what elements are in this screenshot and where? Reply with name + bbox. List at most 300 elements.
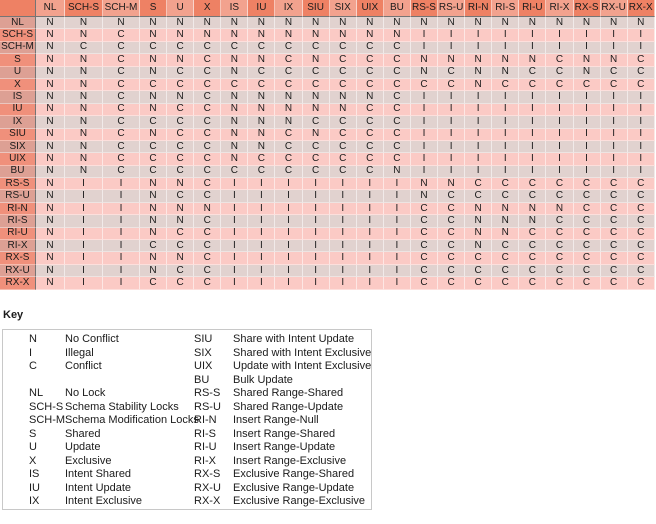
matrix-col-header: X (194, 0, 221, 17)
matrix-cell: C (303, 116, 330, 128)
matrix-cell: I (519, 91, 546, 103)
matrix-cell: N (248, 141, 275, 153)
matrix-cell: I (628, 29, 655, 41)
matrix-cell: N (65, 129, 103, 141)
matrix-cell: I (465, 129, 492, 141)
matrix-cell: I (330, 240, 357, 252)
key-abbr: U (29, 441, 37, 453)
matrix-cell: C (411, 215, 438, 227)
matrix-cell: I (601, 104, 628, 116)
matrix-cell: N (221, 153, 248, 165)
matrix-cell: C (438, 252, 465, 264)
matrix-row-header: S (0, 54, 36, 66)
matrix-cell: I (275, 203, 302, 215)
matrix-cell: N (330, 29, 357, 41)
matrix-cell: I (103, 190, 140, 202)
matrix-cell: I (248, 203, 275, 215)
key-abbr: RX-X (194, 495, 221, 507)
matrix-cell: C (492, 178, 519, 190)
matrix-cell: C (492, 252, 519, 264)
matrix-cell: I (492, 141, 519, 153)
matrix-cell: C (574, 215, 601, 227)
matrix-cell: I (411, 166, 438, 178)
matrix-cell: C (438, 265, 465, 277)
matrix-cell: C (628, 265, 655, 277)
matrix-cell: I (384, 240, 411, 252)
matrix-cell: C (103, 42, 140, 54)
matrix-cell: N (357, 91, 384, 103)
key-desc: Intent Update (65, 481, 132, 494)
matrix-col-header: IX (275, 0, 302, 17)
matrix-row-header: RX-X (0, 277, 36, 289)
matrix-cell: I (601, 129, 628, 141)
matrix-cell: I (65, 228, 103, 240)
matrix-cell: C (275, 166, 302, 178)
matrix-cell: N (275, 116, 302, 128)
matrix-cell: C (330, 42, 357, 54)
key-abbr: X (29, 454, 37, 467)
matrix-cell: I (519, 42, 546, 54)
matrix-col-header: RI-U (519, 0, 546, 17)
matrix-cell: N (221, 29, 248, 41)
matrix-cell: N (36, 265, 65, 277)
matrix-cell: I (248, 277, 275, 289)
matrix-cell: C (465, 178, 492, 190)
matrix-cell: I (275, 252, 302, 264)
matrix-cell: C (384, 67, 411, 79)
matrix-cell: I (357, 203, 384, 215)
key-desc: Shared Range-Update (233, 400, 344, 413)
matrix-cell: C (438, 79, 465, 91)
matrix-cell: N (36, 79, 65, 91)
matrix-cell: C (330, 54, 357, 66)
matrix-cell: I (103, 265, 140, 277)
matrix-cell: I (357, 252, 384, 264)
matrix-cell: I (574, 104, 601, 116)
matrix-cell: I (248, 265, 275, 277)
matrix-cell: N (36, 203, 65, 215)
matrix-cell: C (140, 79, 167, 91)
key-desc: Insert Range-Shared (233, 427, 336, 440)
matrix-cell: I (248, 240, 275, 252)
matrix-row-header: BU (0, 166, 36, 178)
matrix-cell: C (574, 265, 601, 277)
matrix-cell: N (248, 116, 275, 128)
matrix-cell: N (248, 54, 275, 66)
matrix-cell: C (411, 203, 438, 215)
matrix-row-header: NL (0, 17, 36, 29)
matrix-cell: N (167, 29, 194, 41)
matrix-cell: I (546, 129, 573, 141)
matrix-cell: I (546, 29, 573, 41)
matrix-cell: C (167, 228, 194, 240)
matrix-cell: N (65, 104, 103, 116)
matrix-cell: C (574, 203, 601, 215)
matrix-cell: C (384, 116, 411, 128)
matrix-cell: I (492, 153, 519, 165)
matrix-cell: I (65, 190, 103, 202)
matrix-cell: N (36, 240, 65, 252)
matrix-cell: N (36, 104, 65, 116)
matrix-cell: N (36, 178, 65, 190)
key-row (3, 468, 371, 482)
matrix-cell: I (384, 228, 411, 240)
matrix-cell: C (103, 54, 140, 66)
matrix-cell: C (384, 91, 411, 103)
key-abbr: N (29, 333, 37, 345)
matrix-cell: C (601, 277, 628, 289)
matrix-cell: C (248, 153, 275, 165)
matrix-cell: C (357, 104, 384, 116)
matrix-cell: I (103, 178, 140, 190)
matrix-cell: I (65, 215, 103, 227)
matrix-cell: C (546, 190, 573, 202)
matrix-cell: I (330, 277, 357, 289)
matrix-row-header: RX-S (0, 252, 36, 264)
matrix-cell: C (574, 228, 601, 240)
matrix-cell: C (492, 79, 519, 91)
matrix-cell: C (140, 166, 167, 178)
key-abbr: RI-N (194, 414, 217, 426)
matrix-cell: C (628, 79, 655, 91)
matrix-cell: C (519, 277, 546, 289)
matrix-cell: I (465, 91, 492, 103)
matrix-cell: I (330, 228, 357, 240)
matrix-cell: I (492, 29, 519, 41)
key-abbr: S (29, 427, 37, 440)
key-desc: Shared (65, 427, 101, 440)
key-desc: Shared Range-Shared (233, 387, 344, 399)
matrix-cell: C (167, 141, 194, 153)
matrix-cell: I (411, 29, 438, 41)
matrix-cell: N (140, 67, 167, 79)
matrix-cell: N (221, 54, 248, 66)
matrix-cell: N (36, 166, 65, 178)
matrix-cell: N (519, 215, 546, 227)
matrix-cell: I (574, 116, 601, 128)
matrix-cell: I (221, 215, 248, 227)
matrix-col-header: IS (221, 0, 248, 17)
matrix-cell: I (546, 153, 573, 165)
matrix-cell: C (103, 79, 140, 91)
key-row (3, 374, 371, 388)
matrix-cell: C (330, 166, 357, 178)
matrix-cell: I (65, 240, 103, 252)
matrix-cell: N (65, 91, 103, 103)
matrix-cell: C (384, 153, 411, 165)
matrix-cell: C (601, 215, 628, 227)
matrix-cell: N (36, 67, 65, 79)
matrix-cell: N (221, 116, 248, 128)
matrix-cell: C (384, 54, 411, 66)
matrix-cell: C (167, 240, 194, 252)
matrix-cell: C (519, 265, 546, 277)
matrix-cell: C (103, 153, 140, 165)
key-abbr: RS-S (194, 387, 221, 399)
matrix-cell: I (275, 215, 302, 227)
matrix-cell: I (275, 277, 302, 289)
matrix-cell: I (303, 240, 330, 252)
matrix-cell: I (438, 153, 465, 165)
key-row (3, 360, 371, 374)
key-desc: Schema Stability Locks (65, 400, 179, 413)
matrix-cell: C (384, 42, 411, 54)
matrix-cell: C (411, 277, 438, 289)
matrix-cell: N (465, 17, 492, 29)
matrix-cell: C (140, 42, 167, 54)
matrix-cell: I (330, 190, 357, 202)
matrix-cell: N (65, 67, 103, 79)
matrix-cell: C (628, 67, 655, 79)
matrix-cell: I (411, 42, 438, 54)
matrix-cell: C (438, 215, 465, 227)
matrix-cell: C (330, 79, 357, 91)
matrix-col-header: NL (36, 0, 65, 17)
matrix-cell: I (519, 116, 546, 128)
matrix-cell: C (384, 129, 411, 141)
matrix-cell: C (357, 79, 384, 91)
matrix-cell: I (357, 190, 384, 202)
matrix-cell: N (628, 17, 655, 29)
matrix-row-header: SCH-S (0, 29, 36, 41)
matrix-col-header: RS-S (411, 0, 438, 17)
matrix-cell: N (65, 141, 103, 153)
matrix-cell: I (248, 252, 275, 264)
matrix-cell: N (65, 166, 103, 178)
matrix-cell: I (465, 141, 492, 153)
matrix-cell: N (438, 178, 465, 190)
matrix-cell: N (303, 91, 330, 103)
matrix-cell: C (628, 203, 655, 215)
matrix-cell: I (248, 178, 275, 190)
matrix-cell: N (248, 91, 275, 103)
matrix-cell: N (140, 17, 167, 29)
matrix-cell: I (628, 129, 655, 141)
key-abbr: SCH-M (29, 414, 66, 426)
matrix-row-header: RI-S (0, 215, 36, 227)
key-desc: Share with Intent Update (233, 333, 355, 345)
matrix-cell: C (194, 153, 221, 165)
matrix-cell: C (303, 141, 330, 153)
matrix-cell: I (103, 228, 140, 240)
matrix-cell: C (574, 277, 601, 289)
key-row (3, 401, 371, 415)
matrix-cell: C (411, 240, 438, 252)
matrix-cell: I (411, 153, 438, 165)
matrix-cell: I (601, 166, 628, 178)
matrix-cell: C (601, 240, 628, 252)
matrix-cell: I (465, 104, 492, 116)
matrix-cell: I (601, 42, 628, 54)
key-row (3, 441, 371, 455)
key-desc: Bulk Update (233, 373, 293, 386)
matrix-cell: N (194, 203, 221, 215)
matrix-cell: I (221, 178, 248, 190)
matrix-row-header: X (0, 79, 36, 91)
matrix-cell: C (275, 141, 302, 153)
matrix-col-header: SIX (330, 0, 357, 17)
matrix-col-header: BU (384, 0, 411, 17)
matrix-cell: C (275, 129, 302, 141)
matrix-cell: C (194, 277, 221, 289)
matrix-cell: C (601, 67, 628, 79)
matrix-cell: C (194, 79, 221, 91)
matrix-cell: C (303, 79, 330, 91)
matrix-cell: C (194, 166, 221, 178)
matrix-cell: N (275, 104, 302, 116)
key-desc: Update (65, 441, 101, 453)
matrix-cell: N (140, 265, 167, 277)
matrix-cell: I (574, 141, 601, 153)
matrix-cell: I (546, 116, 573, 128)
matrix-cell: N (194, 17, 221, 29)
matrix-col-header: RX-X (628, 0, 655, 17)
matrix-cell: C (167, 42, 194, 54)
matrix-cell: C (357, 54, 384, 66)
matrix-cell: C (140, 240, 167, 252)
matrix-cell: C (140, 277, 167, 289)
matrix-cell: C (221, 79, 248, 91)
matrix-col-header: SIU (303, 0, 330, 17)
matrix-cell: C (194, 252, 221, 264)
matrix-row-header: IX (0, 116, 36, 128)
key-row (3, 333, 371, 347)
key-desc: Illegal (65, 346, 94, 359)
matrix-cell: C (438, 228, 465, 240)
key-abbr: IU (29, 481, 40, 494)
matrix-cell: N (546, 203, 573, 215)
matrix-cell: N (36, 129, 65, 141)
matrix-cell: C (438, 203, 465, 215)
matrix-cell: N (65, 17, 103, 29)
matrix-cell: I (546, 166, 573, 178)
matrix-row-header: RX-U (0, 265, 36, 277)
matrix-cell: I (65, 277, 103, 289)
matrix-cell: I (384, 178, 411, 190)
matrix-cell: C (628, 215, 655, 227)
matrix-cell: N (384, 166, 411, 178)
matrix-cell: I (303, 228, 330, 240)
matrix-cell: N (167, 215, 194, 227)
matrix-cell: N (411, 67, 438, 79)
matrix-cell: N (574, 54, 601, 66)
key-desc: Update with Intent Exclusive (233, 360, 372, 372)
matrix-cell: C (194, 215, 221, 227)
matrix-cell: C (248, 67, 275, 79)
matrix-cell: N (438, 17, 465, 29)
matrix-cell: C (194, 91, 221, 103)
matrix-cell: I (357, 215, 384, 227)
matrix-cell: N (492, 54, 519, 66)
matrix-cell: N (275, 29, 302, 41)
matrix-cell: N (330, 104, 357, 116)
matrix-cell: C (601, 252, 628, 264)
matrix-cell: C (546, 240, 573, 252)
key-desc: Exclusive Range-Shared (233, 468, 355, 480)
matrix-col-header: RX-S (574, 0, 601, 17)
matrix-cell: C (103, 116, 140, 128)
key-desc: Intent Shared (65, 468, 132, 480)
matrix-cell: C (248, 79, 275, 91)
matrix-cell: C (194, 178, 221, 190)
matrix-cell: C (411, 79, 438, 91)
matrix-cell: N (140, 91, 167, 103)
matrix-cell: I (384, 203, 411, 215)
matrix-cell: N (519, 17, 546, 29)
matrix-cell: I (248, 215, 275, 227)
matrix-cell: I (574, 91, 601, 103)
matrix-cell: N (411, 190, 438, 202)
key-desc: Exclusive Range-Exclusive (233, 495, 366, 507)
matrix-cell: I (411, 104, 438, 116)
matrix-cell: N (140, 252, 167, 264)
matrix-cell: C (103, 91, 140, 103)
key-abbr: NL (29, 387, 44, 399)
matrix-cell: C (492, 240, 519, 252)
matrix-cell: N (36, 17, 65, 29)
matrix-cell: I (103, 277, 140, 289)
matrix-cell: N (167, 17, 194, 29)
matrix-cell: C (275, 54, 302, 66)
key-abbr: SCH-S (29, 400, 64, 413)
matrix-cell: N (303, 29, 330, 41)
matrix-cell: N (574, 17, 601, 29)
matrix-cell: N (167, 91, 194, 103)
matrix-cell: C (628, 240, 655, 252)
matrix-cell: I (519, 166, 546, 178)
matrix-cell: N (492, 17, 519, 29)
matrix-cell: C (103, 166, 140, 178)
matrix-cell: I (303, 252, 330, 264)
matrix-cell: C (330, 153, 357, 165)
matrix-cell: I (465, 166, 492, 178)
matrix-cell: N (275, 17, 302, 29)
matrix-cell: N (140, 29, 167, 41)
matrix-cell: N (36, 116, 65, 128)
matrix-cell: I (574, 42, 601, 54)
matrix-cell: N (303, 104, 330, 116)
matrix-cell: N (248, 104, 275, 116)
matrix-cell: I (103, 252, 140, 264)
matrix-cell: I (628, 104, 655, 116)
matrix-cell: C (519, 240, 546, 252)
matrix-cell: N (167, 54, 194, 66)
matrix-cell: N (36, 277, 65, 289)
matrix-cell: I (438, 42, 465, 54)
matrix-cell: I (221, 252, 248, 264)
matrix-cell: N (36, 153, 65, 165)
matrix-cell: N (465, 203, 492, 215)
matrix-cell: C (275, 153, 302, 165)
matrix-cell: N (65, 29, 103, 41)
matrix-cell: C (384, 141, 411, 153)
matrix-row-header: SCH-M (0, 42, 36, 54)
matrix-cell: N (221, 17, 248, 29)
matrix-cell: N (221, 91, 248, 103)
matrix-cell: N (36, 190, 65, 202)
matrix-cell: C (519, 79, 546, 91)
matrix-cell: C (519, 252, 546, 264)
matrix-cell: C (194, 42, 221, 54)
matrix-cell: C (465, 252, 492, 264)
matrix-cell: C (357, 166, 384, 178)
matrix-cell: C (546, 79, 573, 91)
matrix-cell: I (546, 141, 573, 153)
matrix-cell: I (384, 252, 411, 264)
matrix-cell: I (303, 178, 330, 190)
matrix-col-header: S (140, 0, 167, 17)
matrix-col-header: RX-U (601, 0, 628, 17)
